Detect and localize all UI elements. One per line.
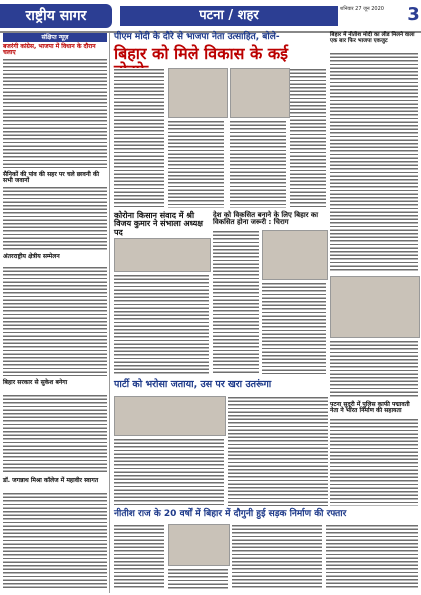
mid-story2-body xyxy=(213,230,259,374)
column-divider xyxy=(109,33,110,593)
top-story-col4 xyxy=(290,68,326,208)
left-story2-body xyxy=(3,186,107,250)
mid-story1-headline: कोरोना किसान संवाद में श्री विजय कुमार ने संभाला अध्यक्ष पद xyxy=(114,211,204,237)
left-story4-body xyxy=(3,394,107,474)
date-line: शनिवार 27 जून 2020 xyxy=(340,6,384,12)
bottom-story-col3 xyxy=(232,524,322,590)
bottom-story-headline: नीतीश राज के 20 वर्षों में बिहार में दौगुनी हुई सड़क निर्माण की रफ्तार xyxy=(114,509,347,519)
section-tag: संक्षिप्त न्यूज़ xyxy=(3,33,107,42)
right-mid-body1 xyxy=(330,340,418,398)
top-story-col2 xyxy=(168,120,224,208)
left-story3-headline: अंतरराष्ट्रीय क्षेत्रीय सम्मेलन xyxy=(3,253,60,260)
right-top-story-headline: बिहार में नीतीश मोदी का लीड मिलने वाला एक बार फिर भाजपा एकजुट xyxy=(330,32,415,44)
right-mid-headline: पटना सुदूरी में पुलिस काफी पद्मावती नेता ने भारत निर्माण की सहायता xyxy=(330,401,410,415)
left-story5-body xyxy=(3,492,107,590)
top-story-headline: बिहार को मिले विकास के कई xyxy=(114,44,289,63)
mid-story1-body xyxy=(114,274,209,374)
left-story2-headline: सैनिकों की पांव की सहर पर चले छावनी की सभी जवानों xyxy=(3,171,100,185)
page-number: 3 xyxy=(407,4,420,25)
edition-label: पटना / शहर xyxy=(120,6,338,26)
top-story-photo1 xyxy=(168,68,228,118)
right-top-story-body xyxy=(330,52,418,272)
top-story-kicker: पीएम मोदी के दौरे से भाजपा नेता उत्साहित, बोले- xyxy=(114,32,280,42)
bottom-story-col2 xyxy=(168,568,228,590)
mid-story2-body2 xyxy=(262,282,326,374)
party-story-body xyxy=(228,396,328,506)
left-story1-body xyxy=(3,58,107,168)
top-story-col3 xyxy=(230,120,286,208)
left-story1-headline: बजरंगी कांग्रेस, भाजपा में विधान के दौरान चलाए xyxy=(3,43,96,57)
top-story-photo2 xyxy=(230,68,290,118)
mid-story2-headline: देश को विकसित बनाने के लिए बिहार का विकसित होना जरूरी : चिराग xyxy=(213,211,319,227)
right-mid-photo xyxy=(330,276,420,338)
party-story-body2 xyxy=(114,438,224,506)
party-story-headline: पार्टी को भरोसा जताया, उस पर खरा उतरूंगा xyxy=(114,379,272,390)
right-mid-body2 xyxy=(330,418,418,506)
bottom-story-col1 xyxy=(114,524,164,590)
top-story-col1 xyxy=(114,68,164,208)
party-story-photo xyxy=(114,396,226,436)
left-story5-headline: डॉ. जगन्नाथ मिश्रा कॉलेज में महावीर स्वागत xyxy=(3,477,99,484)
mid-story2-photo xyxy=(262,230,328,280)
paper-name: राष्ट्रीय सागर xyxy=(0,4,112,28)
bottom-story-photo xyxy=(168,524,230,566)
bottom-story-col4 xyxy=(326,524,418,590)
mid-story1-photo xyxy=(114,238,211,272)
left-story4-headline: बिहार सरकार से सुकेश बनेगा xyxy=(3,379,68,386)
left-story3-body xyxy=(3,266,107,376)
